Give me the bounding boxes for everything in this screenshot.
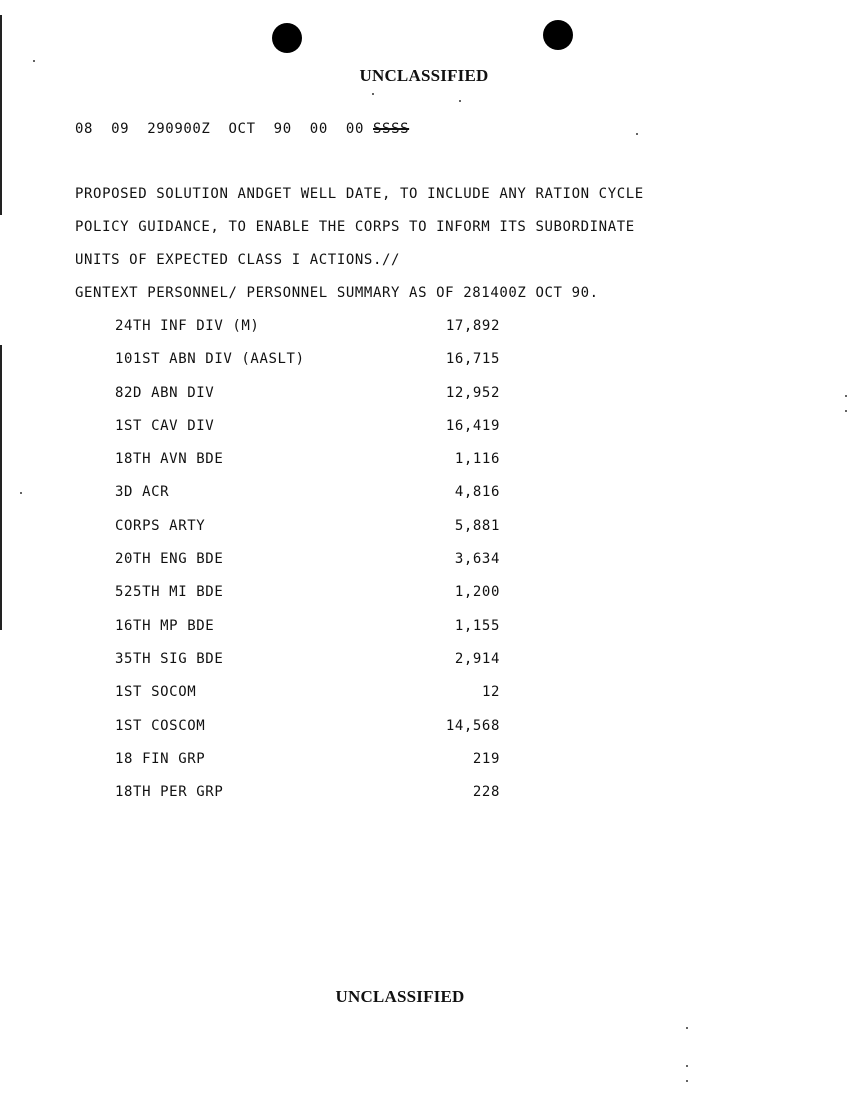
personnel-count: 17,892 (445, 318, 500, 334)
personnel-count: 4,816 (454, 484, 500, 501)
scan-speck (636, 133, 638, 135)
personnel-count: 219 (472, 750, 500, 767)
scan-speck (686, 1065, 688, 1067)
dtg-field: 09 (111, 121, 130, 137)
unit-name: 101ST ABN DIV (AASLT) (115, 351, 305, 368)
table-row (115, 610, 500, 643)
table-row (115, 443, 500, 476)
scan-speck (845, 410, 847, 412)
table-row (115, 377, 500, 410)
unit-name: 1ST CAV DIV (115, 417, 215, 434)
personnel-count: 228 (472, 784, 500, 801)
unit-name: 18TH AVN BDE (115, 451, 224, 468)
table-row (115, 710, 500, 743)
table-row (115, 310, 500, 343)
dtg-field: 00 (309, 121, 328, 137)
unit-name: 82D ABN DIV (115, 384, 215, 401)
table-row (115, 343, 500, 376)
table-row (115, 743, 500, 776)
table-row (115, 410, 500, 443)
message-text-line: GENTEXT PERSONNEL/ PERSONNEL SUMMARY AS OF 281400Z OCT 90. (75, 285, 599, 301)
personnel-count: 14,568 (445, 717, 500, 734)
table-row (115, 510, 500, 543)
scan-speck (845, 395, 847, 397)
message-text-line: PROPOSED SOLUTION ANDGET WELL DATE, TO INCLUDE ANY RATION CYCLE (75, 186, 644, 202)
unit-name: 1ST SOCOM (115, 684, 197, 701)
table-row (115, 676, 500, 709)
personnel-count: 16,715 (445, 351, 500, 368)
message-text-line: POLICY GUIDANCE, TO ENABLE THE CORPS TO INFORM ITS SUBORDINATE (75, 219, 635, 235)
unit-name: 35TH SIG BDE (115, 650, 224, 667)
unit-name: 525TH MI BDE (115, 584, 224, 601)
table-row (115, 543, 500, 576)
message-dtg-line (75, 121, 409, 137)
unit-name: 1ST COSCOM (115, 717, 206, 734)
personnel-count: 2,914 (454, 650, 500, 667)
struck-out-text: SSSS (373, 121, 410, 137)
scan-speck (33, 60, 35, 62)
personnel-count: 12 (481, 684, 500, 701)
unit-name: 18TH PER GRP (115, 784, 224, 801)
punch-hole-right (543, 20, 573, 50)
table-row (115, 476, 500, 509)
table-row (115, 576, 500, 609)
scan-edge-mark (0, 15, 2, 215)
scan-speck (20, 492, 22, 494)
dtg-field: OCT (228, 121, 256, 137)
scan-speck (459, 100, 461, 102)
table-row (115, 643, 500, 676)
scan-speck (686, 1080, 688, 1082)
unit-name: CORPS ARTY (115, 517, 206, 534)
dtg-field: 290900Z (147, 121, 211, 137)
dtg-field: 90 (273, 121, 292, 137)
personnel-count: 3,634 (454, 551, 500, 568)
punch-hole-left (272, 23, 302, 53)
scan-speck (372, 93, 374, 95)
classification-footer: UNCLASSIFIED (335, 987, 465, 1006)
unit-name: 20TH ENG BDE (115, 551, 224, 568)
personnel-count: 1,155 (454, 617, 500, 634)
dtg-field: 00 (345, 121, 364, 137)
table-row (115, 776, 500, 809)
scan-edge-mark (0, 345, 2, 630)
personnel-count: 1,116 (454, 451, 500, 468)
unit-name: 16TH MP BDE (115, 617, 215, 634)
personnel-count: 5,881 (454, 517, 500, 534)
classification-header: UNCLASSIFIED (359, 66, 489, 85)
personnel-count: 16,419 (445, 417, 500, 434)
personnel-summary-table (115, 310, 500, 809)
message-text-line: UNITS OF EXPECTED CLASS I ACTIONS.// (75, 252, 401, 268)
personnel-count: 12,952 (445, 384, 500, 401)
scan-speck (686, 1027, 688, 1029)
unit-name: 3D ACR (115, 484, 170, 501)
personnel-count: 1,200 (454, 584, 500, 601)
dtg-field: 08 (75, 121, 94, 137)
unit-name: 24TH INF DIV (M) (115, 318, 260, 334)
unit-name: 18 FIN GRP (115, 750, 206, 767)
